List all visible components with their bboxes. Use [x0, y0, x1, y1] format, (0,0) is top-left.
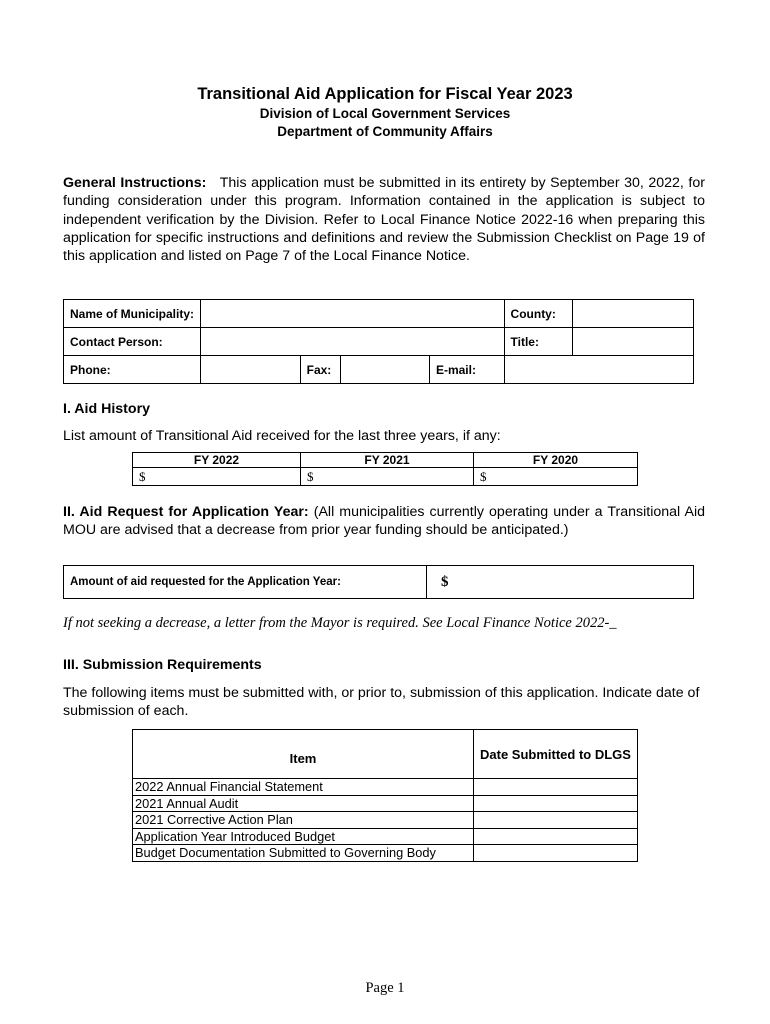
instructions-label: General Instructions:	[63, 175, 207, 191]
county-field[interactable]	[572, 300, 693, 328]
aid-request-heading: II. Aid Request for Application Year:	[63, 504, 309, 520]
page-number: Page 1	[365, 980, 405, 996]
submission-item: 2022 Annual Financial Statement	[133, 779, 474, 796]
aid-history-table	[132, 452, 638, 486]
aid-history-heading: I. Aid History	[63, 401, 150, 417]
submission-item: Application Year Introduced Budget	[133, 828, 474, 845]
submission-date-field[interactable]	[474, 828, 638, 845]
aid-amount-field[interactable]: $	[474, 468, 638, 486]
submission-intro: The following items must be submitted with, or prior to, submission of this application. Indicate date of submission of each.	[63, 685, 700, 720]
instructions-text: This application must be submitted in its entirety by September 30, 2022, for funding consideration under this program. Information contained in the application is subject to independent verification by the Division. Refer to Local Finance Notice 2022-16 when preparing this application for specific instructions and definitions and review the Submission Checklist on Page 19 of this application and listed on Page 7 of the Local Finance Notice.	[63, 175, 705, 265]
submission-date-field[interactable]	[474, 779, 638, 796]
aid-request-label: Amount of aid requested for the Application Year:	[64, 566, 427, 599]
aid-amount-field[interactable]: $	[133, 468, 301, 486]
date-col-header: Date Submitted to DLGS	[474, 730, 638, 779]
department-subtitle: Department of Community Affairs	[277, 124, 493, 139]
municipality-field[interactable]	[201, 300, 504, 328]
aid-request-paragraph	[63, 503, 705, 540]
aid-col-header: FY 2020	[474, 453, 638, 468]
general-instructions	[63, 174, 705, 265]
email-field[interactable]	[504, 356, 693, 384]
aid-request-table	[63, 565, 694, 599]
contact-label: Contact Person:	[64, 328, 201, 356]
title-field[interactable]	[572, 328, 693, 356]
fax-label: Fax:	[300, 356, 340, 384]
county-label: County:	[504, 300, 572, 328]
submission-heading: III. Submission Requirements	[63, 657, 262, 673]
municipality-info-form	[63, 299, 694, 384]
submission-item: 2021 Annual Audit	[133, 795, 474, 812]
submission-date-field[interactable]	[474, 845, 638, 862]
aid-col-header: FY 2022	[133, 453, 301, 468]
aid-amount-field[interactable]: $	[301, 468, 474, 486]
aid-request-amount-field[interactable]: $	[427, 566, 694, 599]
aid-request-text: (All municipalities currently operating under a Transitional Aid MOU are advised that a decrease from prior year funding should be anticipated.)	[63, 504, 705, 539]
division-subtitle: Division of Local Government Services	[259, 106, 511, 121]
item-col-header: Item	[133, 730, 474, 779]
submission-table	[132, 729, 638, 862]
aid-col-header: FY 2021	[301, 453, 474, 468]
mayor-letter-note: If not seeking a decrease, a letter from the Mayor is required. See Local Finance Notice 2022-_	[63, 615, 617, 631]
submission-date-field[interactable]	[474, 812, 638, 829]
submission-item: Budget Documentation Submitted to Governing Body	[133, 845, 474, 862]
submission-item: 2021 Corrective Action Plan	[133, 812, 474, 829]
submission-date-field[interactable]	[474, 795, 638, 812]
contact-field[interactable]	[201, 328, 504, 356]
page-title: Transitional Aid Application for Fiscal Year 2023	[197, 85, 573, 103]
title-label: Title:	[504, 328, 572, 356]
email-label: E-mail:	[429, 356, 504, 384]
municipality-label: Name of Municipality:	[64, 300, 201, 328]
phone-label: Phone:	[64, 356, 201, 384]
fax-field[interactable]	[340, 356, 429, 384]
phone-field[interactable]	[201, 356, 300, 384]
aid-history-intro: List amount of Transitional Aid received for the last three years, if any:	[63, 428, 501, 444]
